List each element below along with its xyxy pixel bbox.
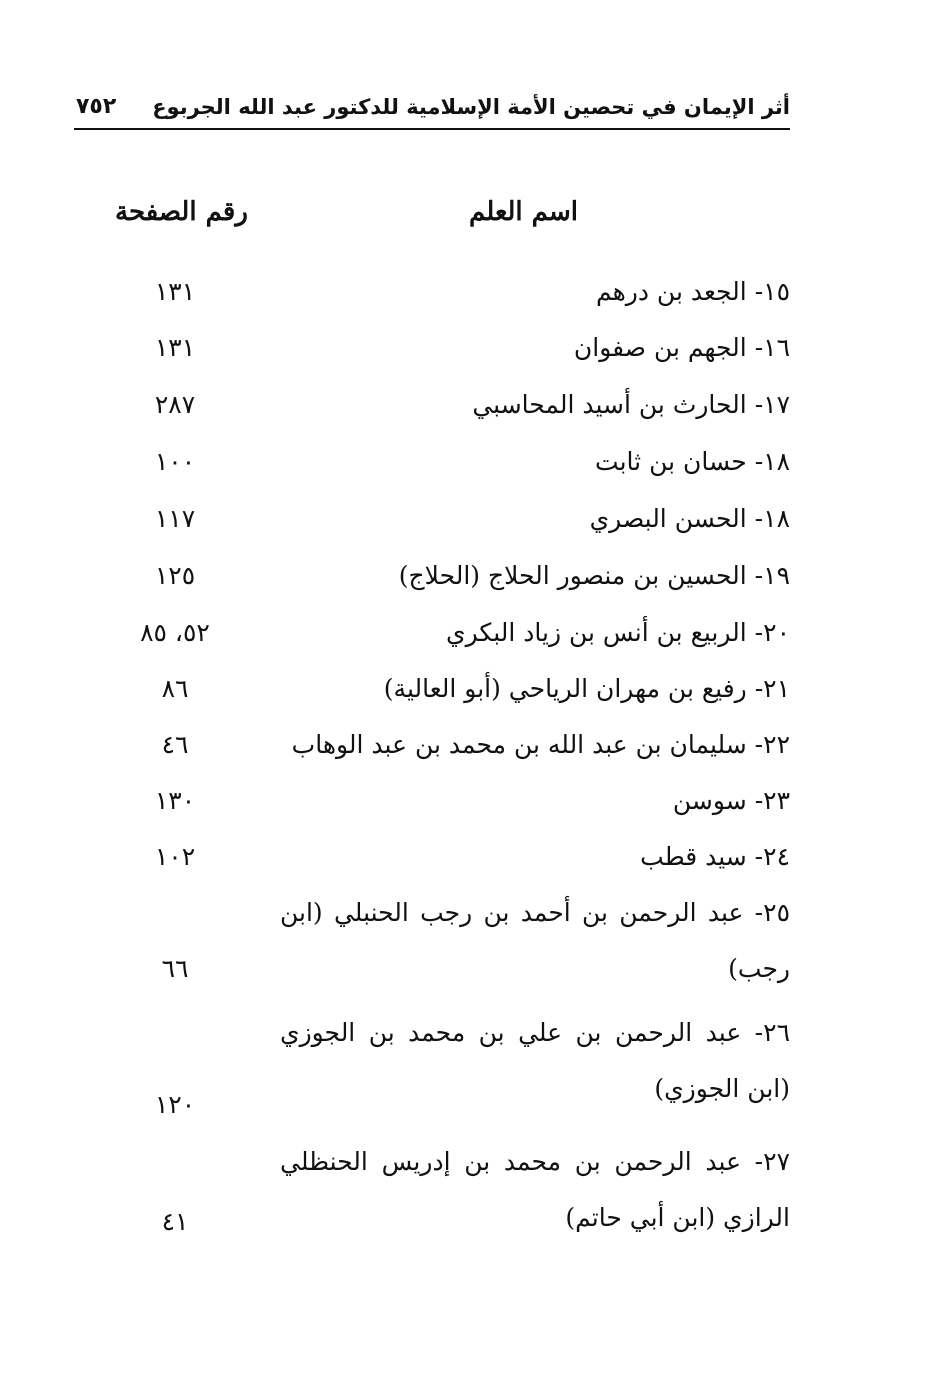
entry-page: ٢٨٧ [154,390,196,419]
entry-name: ٢٥- عبد الرحمن بن أحمد بن رجب الحنبلي (ابن رجب) [280,898,790,983]
entry-page: ١٣٠ [154,786,196,815]
entry-name: ١٦- الجهم بن صفوان [573,333,790,362]
entry-page: ٨٦ [161,674,189,703]
book-title: أثر الإيمان في تحصين الأمة الإسلامية للدكتور عبد الله الجربوع [152,95,790,119]
entry-name: ١٧- الحارث بن أسيد المحاسبي [472,390,790,419]
entry-page: ١١٧ [154,504,196,533]
entry-page: ٦٦ [161,954,189,983]
entry-name: ١٥- الجعد بن درهم [595,277,790,306]
entry-name: ٢١- رفيع بن مهران الرياحي (أبو العالية) [383,674,790,703]
entry-page: ١٠٢ [154,842,196,871]
name-column-heading: اسم العلم [469,197,578,227]
entry-name: ٢٣- سوسن [672,786,790,815]
page-number: ٧٥٢ [76,94,117,119]
entry-name: ٢٤- سيد قطب [640,842,790,871]
entry-page: ٤٦ [161,730,189,759]
entry-page: ١٢٥ [154,561,196,590]
entry-page: ٥٢، ٨٥ [140,618,210,647]
entry-name: ١٩- الحسين بن منصور الحلاج (الحلاج) [398,561,790,590]
entry-name: ٢٦- عبد الرحمن بن علي بن محمد بن الجوزي (ابن الجوزي) [280,1018,790,1103]
entry-page: ٤١ [161,1207,189,1236]
entry-page: ١٠٠ [154,447,196,476]
entry-name: ١٨- حسان بن ثابت [595,447,790,476]
entry-name: ٢٧- عبد الرحمن بن محمد بن إدريس الحنظلي الرازي (ابن أبي حاتم) [280,1147,790,1232]
entry-name: ٢٠- الربيع بن أنس بن زياد البكري [446,618,790,647]
entry-page: ١٣١ [154,333,196,362]
page-column-heading: رقم الصفحة [115,197,248,227]
entry-name: ١٨- الحسن البصري [589,504,790,533]
entry-page: ١٣١ [154,277,196,306]
entry-page: ١٢٠ [154,1090,196,1119]
entry-name: ٢٢- سليمان بن عبد الله بن محمد بن عبد الوهاب [291,730,790,759]
